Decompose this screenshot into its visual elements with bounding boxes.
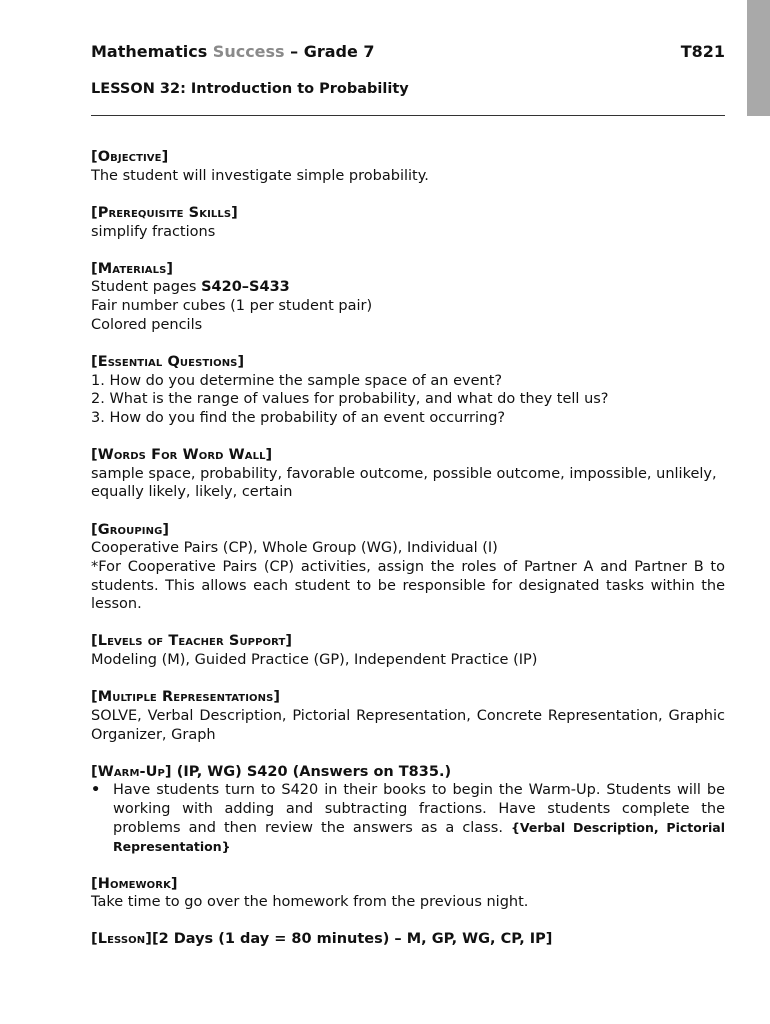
lesson-heading-rest: [2 Days (1 day = 80 minutes) – M, GP, WG, CP, IP] — [151, 931, 553, 948]
prerequisite-text: simplify fractions — [91, 223, 216, 240]
essential-questions-heading: [Essential Questions] — [91, 353, 245, 370]
warm-up-bullet-text: Have students turn to S420 in their books to begin the Warm-Up. Students will be working with adding and subtracting fractions. Have students complete the problems and then review the answers as a class. — [113, 782, 725, 836]
lesson-title: LESSON 32: Introduction to Probability — [91, 81, 409, 97]
page-header — [91, 42, 725, 66]
homework-section — [91, 875, 725, 912]
teacher-support-text: Modeling (M), Guided Practice (GP), Independent Practice (IP) — [91, 652, 538, 669]
page-number: T821 — [680, 42, 725, 61]
lesson-heading: [Lesson] — [91, 931, 152, 948]
essential-question-item: 1. How do you determine the sample space of an event? — [91, 372, 503, 389]
objective-text: The student will investigate simple probability. — [91, 167, 429, 184]
warm-up-heading: [Warm-Up] — [91, 763, 172, 780]
lesson-heading-line — [91, 930, 725, 949]
grouping-note: *For Cooperative Pairs (CP) activities, assign the roles of Partner A and Partner B to students. This allows each student to be responsible for designated tasks within the lesson. — [91, 558, 725, 613]
essential-question-item: 2. What is the range of values for probability, and what do they tell us? — [91, 391, 609, 408]
lesson-content — [91, 148, 725, 968]
lesson-section — [91, 930, 725, 949]
materials-item: Colored pencils — [91, 316, 203, 333]
representations-text: SOLVE, Verbal Description, Pictorial Representation, Concrete Representation, Graphic Organizer, Graph — [91, 707, 725, 743]
objective-section — [91, 148, 725, 185]
homework-text: Take time to go over the homework from the previous night. — [91, 894, 529, 911]
warm-up-section — [91, 763, 725, 857]
grouping-heading: [Grouping] — [91, 521, 170, 538]
header-title-suffix: – Grade 7 — [284, 42, 375, 61]
materials-student-pages — [91, 278, 725, 297]
header-title-prefix: Mathematics — [91, 42, 213, 61]
prerequisite-heading: [Prerequisite Skills] — [91, 204, 238, 221]
teacher-support-section — [91, 632, 725, 669]
grouping-section — [91, 521, 725, 615]
header-title-success: Success — [212, 42, 285, 61]
warm-up-bullet-tag: {Verbal Description, Pictorial Representation} — [113, 819, 725, 854]
word-wall-heading: [Words For Word Wall] — [91, 447, 273, 463]
header-divider — [91, 115, 725, 116]
materials-heading: [Materials] — [91, 260, 174, 277]
teacher-support-heading: [Levels of Teacher Support] — [91, 633, 293, 650]
materials-item: Fair number cubes (1 per student pair) — [91, 298, 373, 314]
representations-heading: [Multiple Representations] — [91, 689, 281, 706]
warm-up-list — [91, 781, 725, 856]
header-title — [91, 42, 375, 61]
word-wall-section — [91, 446, 725, 502]
warm-up-heading-line — [91, 763, 725, 782]
warm-up-heading-rest: (IP, WG) S420 (Answers on T835.) — [171, 763, 452, 780]
grouping-text: Cooperative Pairs (CP), Whole Group (WG), Individual (I) — [91, 540, 498, 557]
side-tab-marker — [747, 0, 770, 116]
materials-student-pages-label: Student pages — [91, 279, 202, 296]
homework-heading: [Homework] — [91, 875, 178, 892]
word-wall-text: sample space, probability, favorable outcome, possible outcome, impossible, unlikely, equally likely, likely, certain — [91, 465, 717, 501]
prerequisite-section — [91, 204, 725, 241]
materials-student-pages-value: S420–S433 — [201, 279, 290, 296]
objective-heading: [Objective] — [91, 149, 169, 165]
essential-questions-section — [91, 353, 725, 428]
essential-question-item: 3. How do you find the probability of an event occurring? — [91, 409, 506, 426]
bullet-icon: • — [91, 782, 101, 799]
representations-section — [91, 688, 725, 744]
list-item — [91, 781, 725, 856]
materials-section — [91, 260, 725, 335]
